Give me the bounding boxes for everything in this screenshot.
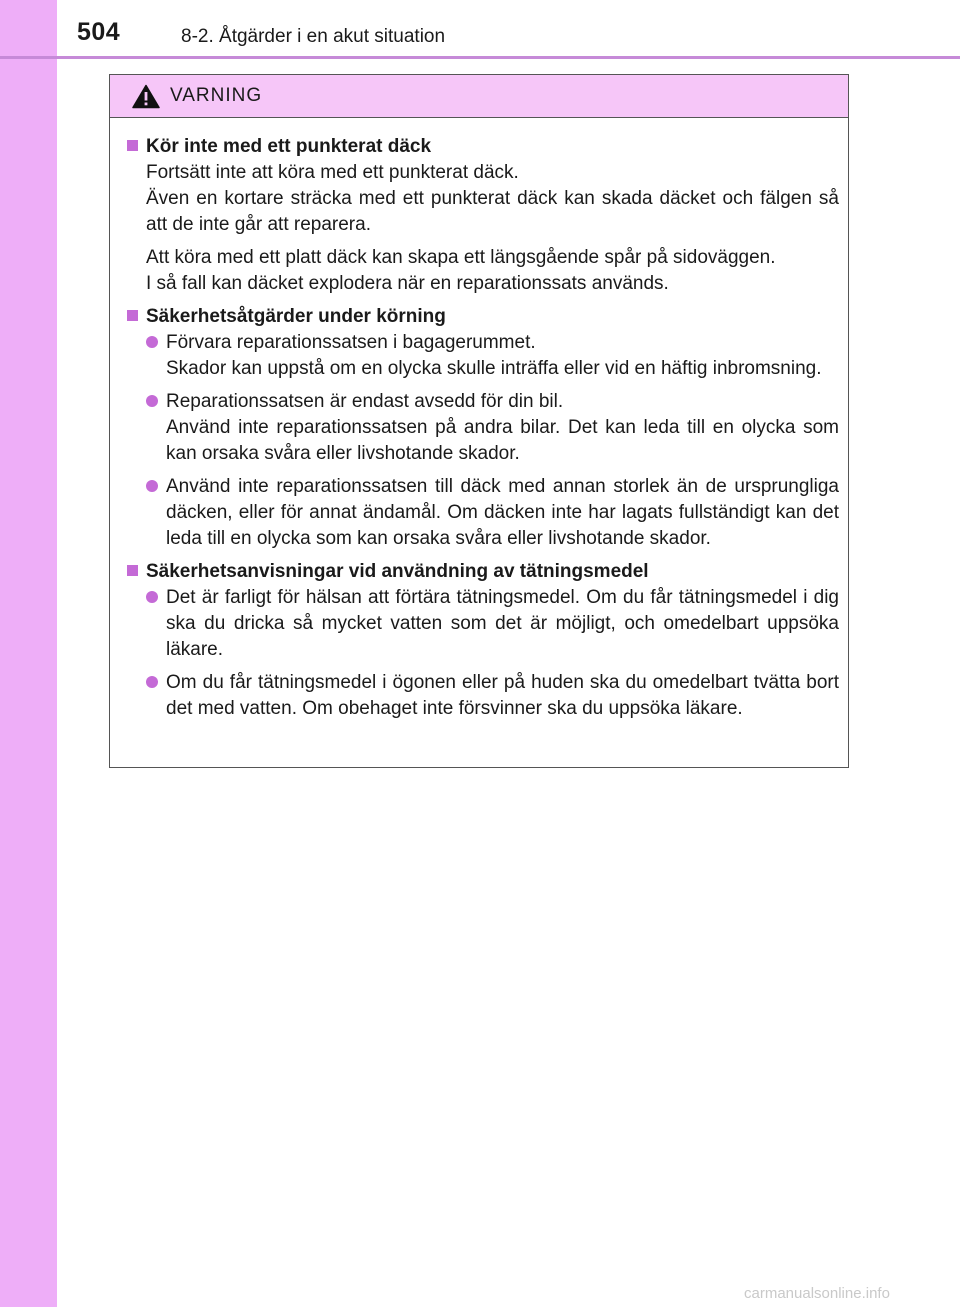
square-bullet-icon <box>127 140 138 151</box>
round-bullet-icon <box>146 480 158 492</box>
header-rule <box>0 56 960 59</box>
side-strip <box>0 0 57 1307</box>
watermark: carmanualsonline.info <box>744 1285 890 1302</box>
warning-triangle-icon <box>132 84 160 109</box>
round-bullet-icon <box>146 336 158 348</box>
square-bullet-icon <box>127 565 138 576</box>
warning-body <box>110 118 848 722</box>
page-number: 504 <box>77 18 121 46</box>
warning-section-punctured-tire <box>127 134 839 297</box>
warning-label: VARNING <box>170 85 263 106</box>
section-title: 8-2. Åtgärder i en akut situation <box>181 26 446 47</box>
section-heading: Säkerhetsåtgärder under körning <box>127 304 839 330</box>
list-item: Använd inte reparationssatsen till däck med annan storlek än de ursprungliga däcken, eller för annat ändamål. Om däcken inte har lagats fullständigt kan det leda till en olycka som kan orsaka svåra eller livshotande skador. <box>127 474 839 552</box>
list-item: Reparationssatsen är endast avsedd för din bil. Använd inte reparationssatsen på andra bilar. Det kan leda till en olycka som kan orsaka svåra eller livshotande skador. <box>127 389 839 467</box>
round-bullet-icon <box>146 591 158 603</box>
round-bullet-icon <box>146 676 158 688</box>
section-heading: Kör inte med ett punkterat däck <box>127 134 839 160</box>
warning-section-sealant-safety <box>127 559 839 722</box>
round-bullet-icon <box>146 395 158 407</box>
list-item: Förvara reparationssatsen i bagagerummet. Skador kan uppstå om en olycka skulle inträffa eller vid en häftig inbromsning. <box>127 330 839 382</box>
paragraph: Fortsätt inte att köra med ett punkterat däck. Även en kortare sträcka med ett punkterat däck kan skada däcket och fälgen så att de inte går att reparera. <box>146 162 839 235</box>
square-bullet-icon <box>127 310 138 321</box>
list-item: Det är farligt för hälsan att förtära tätningsmedel. Om du får tätningsmedel i dig ska du dricka så mycket vatten som det är möjligt, och omedelbart uppsöka läkare. <box>127 585 839 663</box>
paragraph: Att köra med ett platt däck kan skapa ett längsgående spår på sidoväggen. I så fall kan däcket explodera när en reparationssats används. <box>146 247 776 294</box>
warning-section-driving-precautions <box>127 304 839 552</box>
list-item: Om du får tätningsmedel i ögonen eller på huden ska du omedelbart tvätta bort det med vatten. Om obehaget inte försvinner ska du uppsöka läkare. <box>127 670 839 722</box>
warning-box <box>109 74 849 768</box>
warning-header <box>110 75 848 118</box>
section-heading: Säkerhetsanvisningar vid användning av tätningsmedel <box>127 559 839 585</box>
